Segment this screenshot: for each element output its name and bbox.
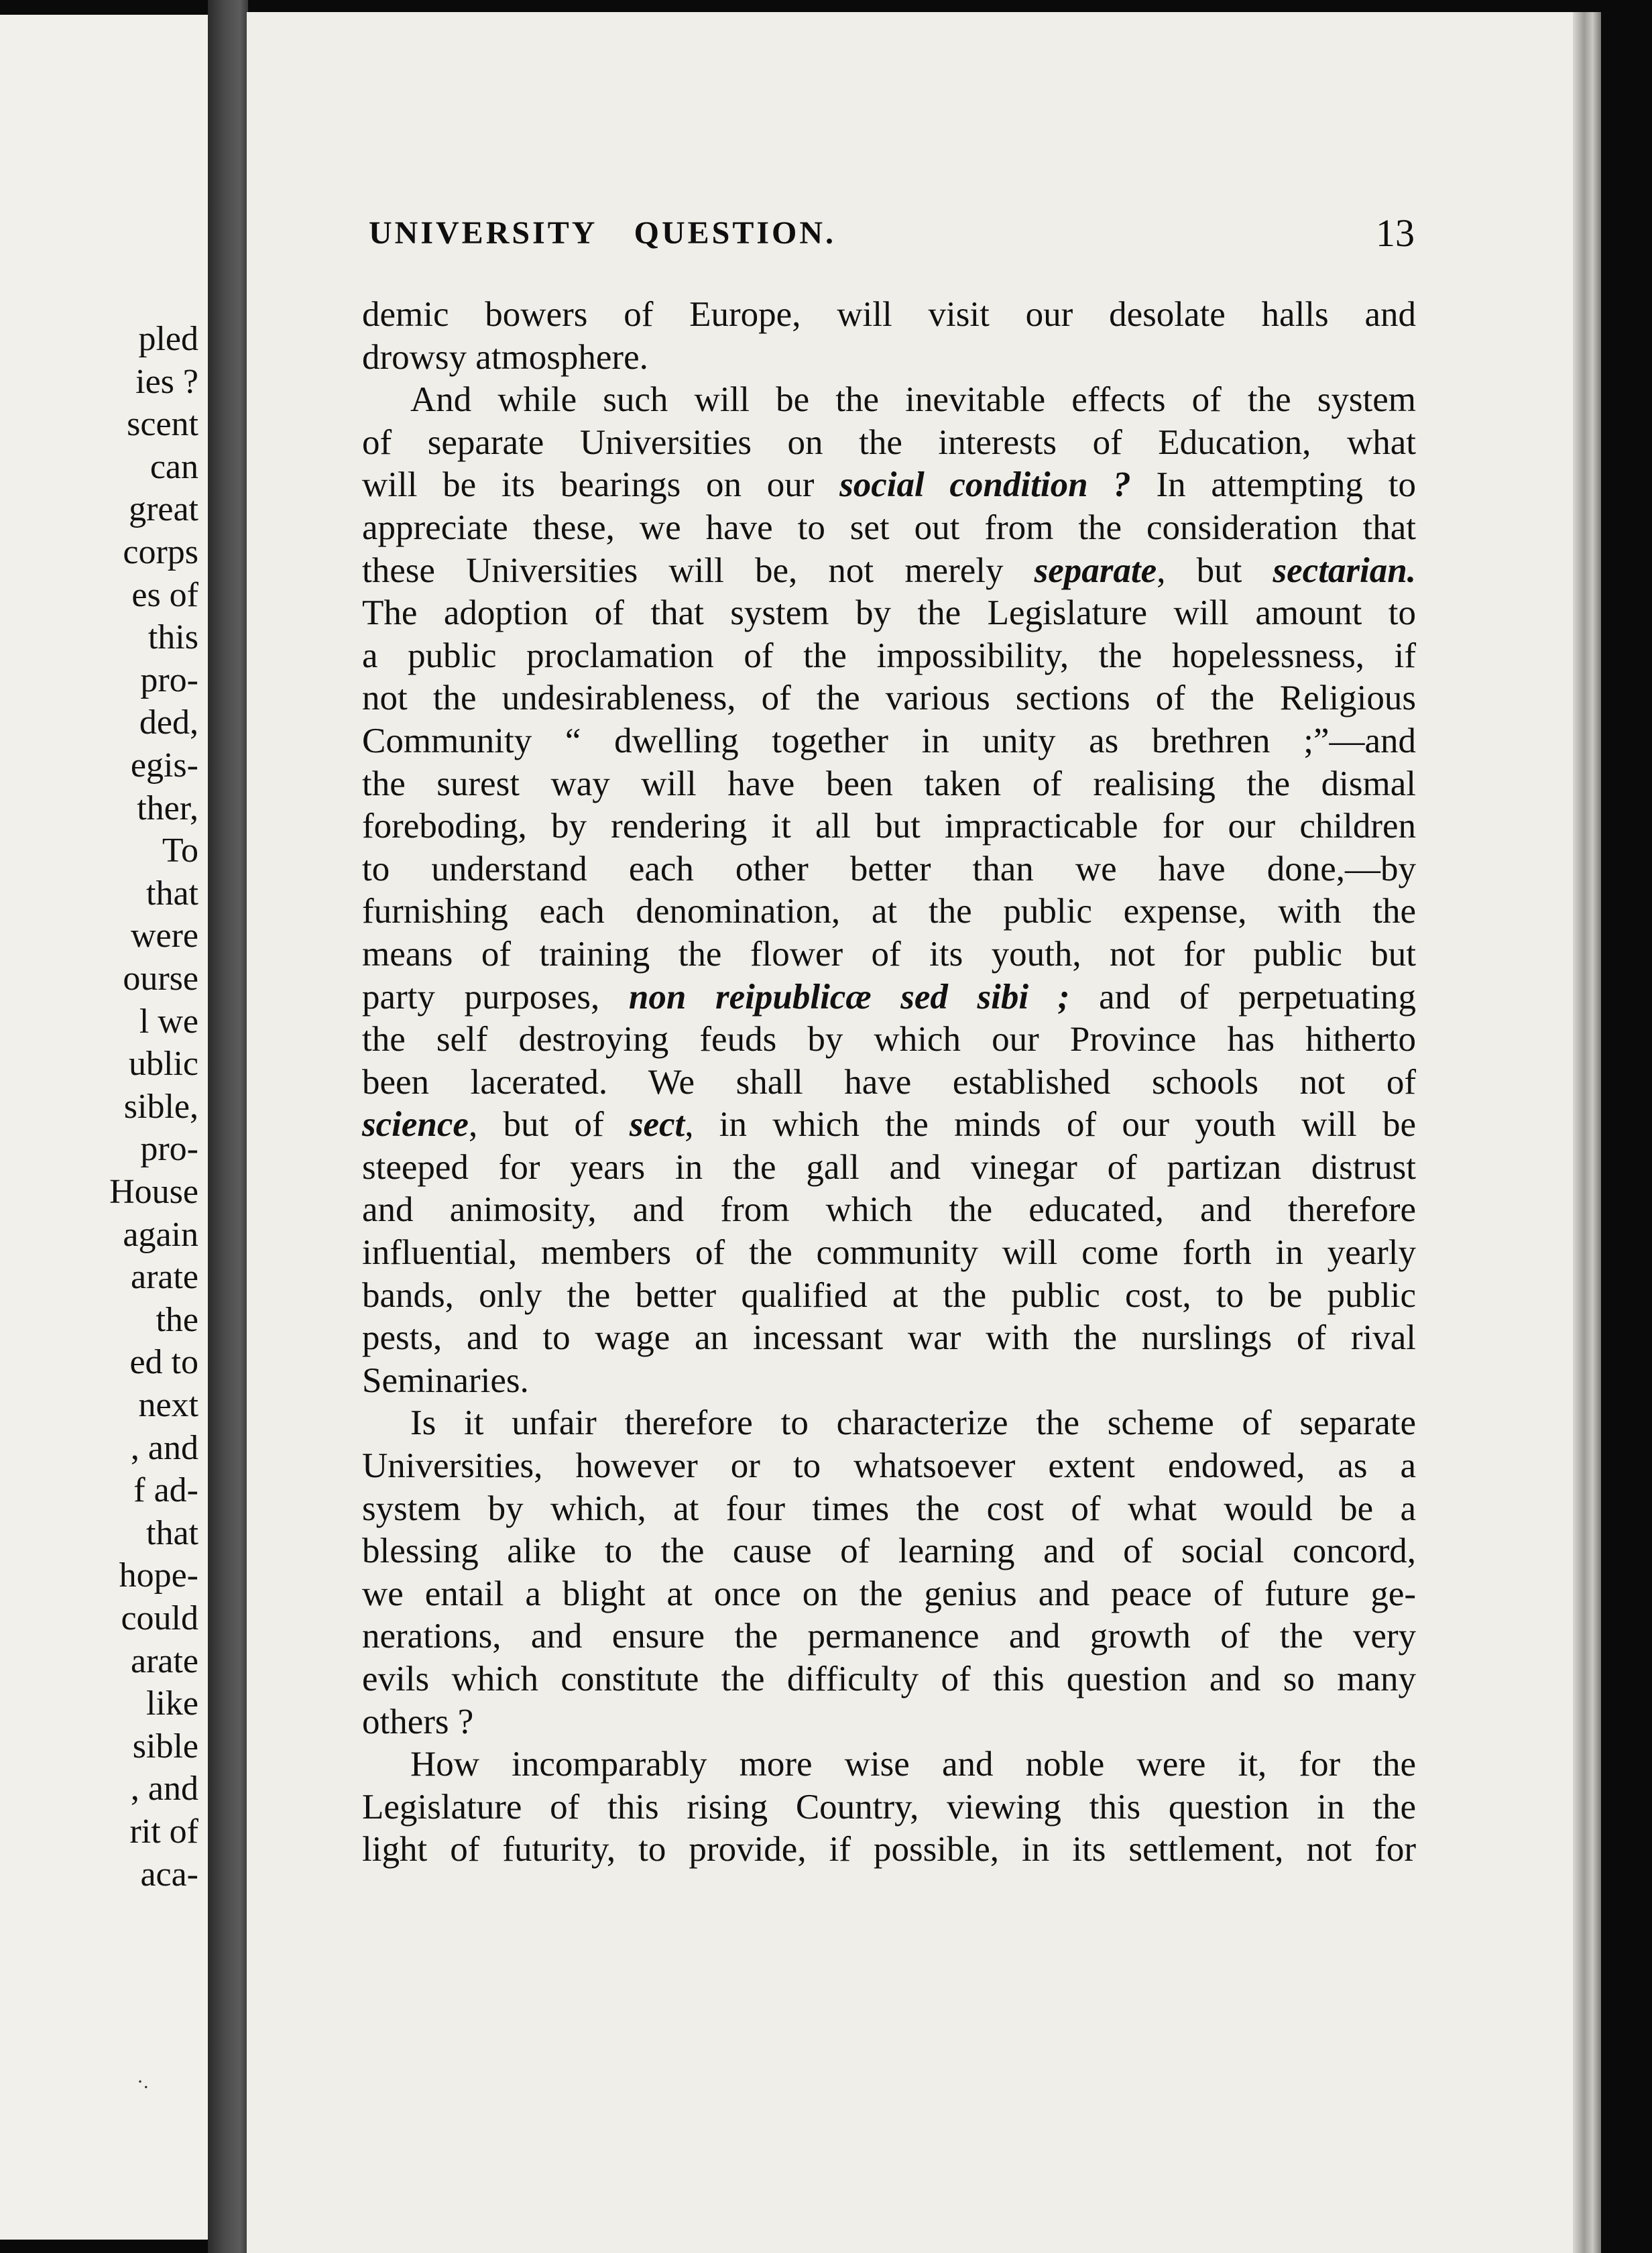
facing-page-text-fragment: ther, xyxy=(137,789,198,827)
text-line: others ? xyxy=(362,1702,474,1741)
text-line xyxy=(362,1104,1416,1147)
facing-page-text-fragment: ed to xyxy=(129,1343,198,1382)
facing-page-text-fragment: that xyxy=(146,1513,198,1552)
text-line: to understand each other better than we have done,—by xyxy=(362,849,1416,888)
facing-page-text-fragment: l we xyxy=(139,1002,198,1041)
text-line: foreboding, by rendering it all but impracticable for our children xyxy=(362,807,1416,846)
text-line: of separate Universities on the interests of Education, what xyxy=(362,422,1416,462)
text-line: blessing alike to the cause of learning and of social concord, xyxy=(362,1532,1416,1571)
text-run: In attempting to xyxy=(1130,465,1416,505)
facing-page-text-fragment: , and xyxy=(130,1770,198,1808)
facing-page-text-fragment: that xyxy=(146,874,198,913)
text-line: been lacerated. We shall have established schools not of xyxy=(362,1062,1416,1102)
text-line: Is it unfair therefore to characterize the scheme of separate xyxy=(410,1403,1416,1443)
text-line: a public proclamation of the impossibility, the hopelessness, if xyxy=(362,636,1416,675)
facing-page-fragment xyxy=(0,15,208,2240)
print-speck: ·. xyxy=(137,2071,149,2093)
text-line: The adoption of that system by the Legislature will amount to xyxy=(362,593,1416,633)
facing-page-text-fragment: House xyxy=(109,1173,198,1211)
facing-page-text-fragment: arate xyxy=(130,1258,198,1297)
facing-page-text-fragment: great xyxy=(129,490,198,529)
text-run: , but xyxy=(1157,551,1273,590)
text-line: means of training the flower of its youth, not for public but xyxy=(362,934,1416,974)
facing-page-text-fragment: es of xyxy=(131,575,198,614)
facing-page-text-fragment: aca- xyxy=(140,1855,198,1894)
text-line: nerations, and ensure the permanence and growth of the very xyxy=(362,1617,1416,1656)
facing-page-text-fragment: ies ? xyxy=(135,362,198,401)
text-line: pests, and to wage an incessant war with the nurslings of rival xyxy=(362,1318,1416,1358)
text-line: light of futurity, to provide, if possible, in its settlement, not for xyxy=(362,1830,1416,1869)
text-line: the surest way will have been taken of realising the dismal xyxy=(362,764,1416,803)
text-line: and animosity, and from which the educated, and therefore xyxy=(362,1190,1416,1230)
text-line: appreciate these, we have to set out from the consideration that xyxy=(362,508,1416,547)
facing-page-text-fragment: f ad- xyxy=(133,1471,198,1510)
facing-page-text-fragment: can xyxy=(150,447,198,486)
facing-page-text-fragment: To xyxy=(162,831,198,870)
body-text xyxy=(362,294,1416,1871)
facing-page-text-fragment: pro- xyxy=(140,1130,198,1169)
text-line: demic bowers of Europe, will visit our desolate halls and xyxy=(362,295,1416,334)
facing-page-text-fragment: next xyxy=(138,1386,198,1424)
facing-page-text-fragment: scent xyxy=(127,405,198,444)
text-line: steeped for years in the gall and vinegar of partizan distrust xyxy=(362,1147,1416,1187)
emphasis-social-condition: social condition ? xyxy=(839,465,1131,505)
emphasis-science: science xyxy=(362,1105,469,1145)
facing-page-text-fragment: sible xyxy=(132,1727,198,1766)
facing-page-text-fragment: arate xyxy=(130,1641,198,1680)
text-line: bands, only the better qualified at the public cost, to be public xyxy=(362,1275,1416,1315)
text-line: influential, members of the community will come forth in yearly xyxy=(362,1233,1416,1273)
text-run: , in which the minds of our youth will be xyxy=(685,1105,1417,1145)
text-line: we entail a blight at once on the genius and peace of future ge- xyxy=(362,1574,1416,1613)
text-run: these Universities will be, not merely xyxy=(362,551,1035,590)
text-run: party purposes, xyxy=(362,977,629,1017)
book-gutter xyxy=(208,0,248,2253)
facing-page-text-fragment: ded, xyxy=(139,703,198,742)
text-line: How incomparably more wise and noble were it, for the xyxy=(410,1745,1416,1784)
text-run: , but of xyxy=(468,1105,630,1145)
facing-page-text-fragment: this xyxy=(148,618,198,657)
page-edge xyxy=(1573,12,1601,2253)
text-line: system by which, at four times the cost of what would be a xyxy=(362,1489,1416,1528)
text-line: Community “ dwelling together in unity as brethren ;”—and xyxy=(362,721,1416,760)
facing-page-text-fragment: egis- xyxy=(130,746,198,785)
facing-page-text-fragment: again xyxy=(123,1215,198,1254)
facing-page-text-fragment: ourse xyxy=(123,960,198,998)
text-line xyxy=(362,464,1416,507)
facing-page-text-fragment: like xyxy=(146,1684,198,1723)
emphasis-separate: separate xyxy=(1034,551,1157,590)
text-line xyxy=(362,976,1416,1019)
facing-page-text-fragment: sible, xyxy=(123,1087,198,1126)
text-line: Universities, however or to whatsoever extent endowed, as a xyxy=(362,1446,1416,1486)
emphasis-sectarian: sectarian. xyxy=(1273,551,1416,590)
running-head xyxy=(369,211,1415,262)
text-line: drowsy atmosphere. xyxy=(362,337,648,377)
text-run: and of perpetuating xyxy=(1069,977,1416,1017)
facing-page-text-fragment: hope- xyxy=(119,1556,198,1595)
text-line: evils which constitute the difficulty of this question and so many xyxy=(362,1660,1416,1698)
facing-page-text-fragment: the xyxy=(156,1300,198,1339)
facing-page-text-fragment: corps xyxy=(123,533,198,571)
text-line: Legislature of this rising Country, viewing this question in the xyxy=(362,1787,1416,1827)
facing-page-text-fragment: could xyxy=(121,1599,198,1637)
facing-page-text-fragment: rit of xyxy=(129,1812,198,1851)
text-line xyxy=(362,550,1416,593)
running-title: UNIVERSITY QUESTION. xyxy=(369,215,837,251)
text-line: Seminaries. xyxy=(362,1361,529,1400)
text-line: the self destroying feuds by which our Province has hitherto xyxy=(362,1020,1416,1059)
facing-page-text-fragment: , and xyxy=(130,1428,198,1467)
facing-page-text-fragment: pro- xyxy=(140,660,198,699)
facing-page-text-fragment: ublic xyxy=(129,1045,198,1084)
text-line: not the undesirableness, of the various sections of the Religious xyxy=(362,679,1416,718)
page-number: 13 xyxy=(1376,211,1415,255)
emphasis-sect: sect xyxy=(629,1105,685,1145)
facing-page-text-fragment: were xyxy=(130,917,198,956)
emphasis-latin-phrase: non reipublicæ sed sibi ; xyxy=(628,977,1070,1017)
text-run: will be its bearings on our xyxy=(362,465,840,505)
text-line: furnishing each denomination, at the public expense, with the xyxy=(362,892,1416,931)
facing-page-text-fragment: pled xyxy=(138,320,198,358)
text-line: And while such will be the inevitable effects of the system xyxy=(410,380,1416,420)
